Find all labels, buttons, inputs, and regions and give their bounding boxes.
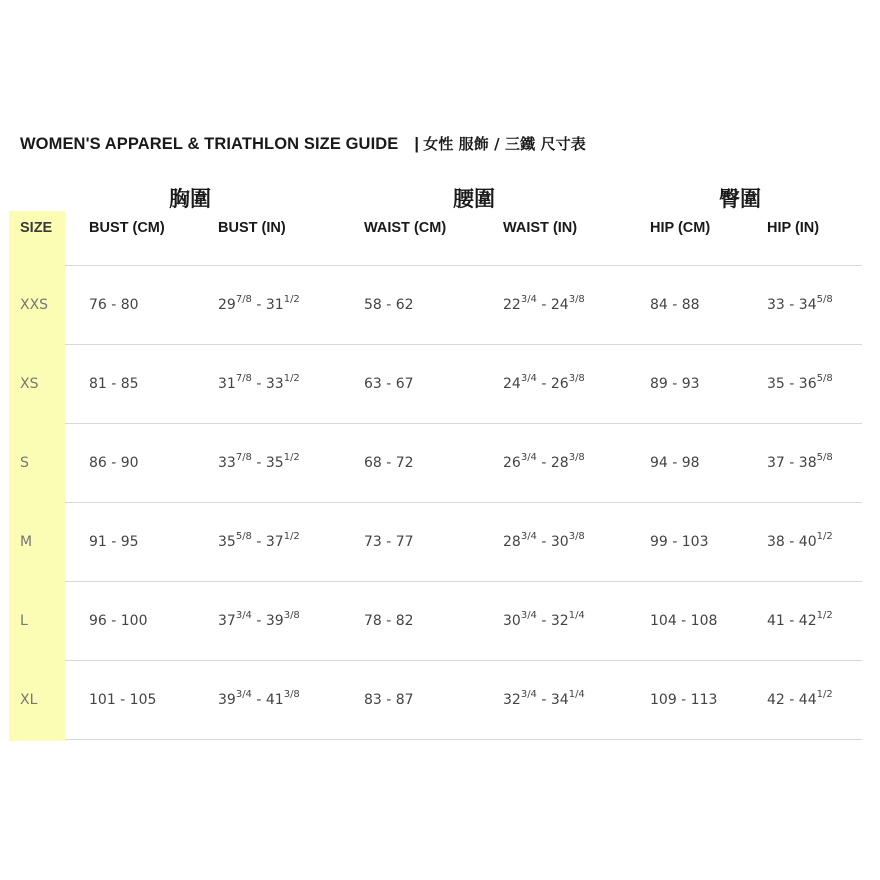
cell-hip-in xyxy=(767,266,833,345)
range-high-whole: 34 xyxy=(550,692,569,708)
cell-bust-in xyxy=(218,503,300,582)
range-dash: - xyxy=(536,692,551,708)
cell-waist-in xyxy=(503,582,585,661)
cell-hip-in xyxy=(767,503,833,582)
range-high-fraction: 1/2 xyxy=(283,373,300,385)
header-waist-in: WAIST (IN) xyxy=(503,220,578,236)
range-low-whole: 26 xyxy=(503,455,521,471)
range-dash: - xyxy=(251,455,266,471)
header-hip-cm: HIP (CM) xyxy=(650,220,711,236)
table-row xyxy=(0,582,880,661)
cell-hip-in xyxy=(767,582,833,661)
header-hip-in: HIP (IN) xyxy=(767,220,820,236)
range-high-whole: 37 xyxy=(265,534,284,550)
cell-size: XS xyxy=(20,376,39,392)
table-row xyxy=(0,424,880,503)
cell-hip-cm: 89 - 93 xyxy=(650,376,700,392)
cell-hip-cm: 84 - 88 xyxy=(650,297,700,313)
range-high-whole: 39 xyxy=(265,613,284,629)
cell-size: L xyxy=(20,613,28,629)
cell-waist-cm: 63 - 67 xyxy=(364,376,414,392)
range-dash: - xyxy=(536,297,551,313)
range-low-whole: 32 xyxy=(503,692,521,708)
cell-bust-cm: 101 - 105 xyxy=(89,692,157,708)
range-low-fraction: 5/8 xyxy=(235,531,252,543)
range-dash: - xyxy=(784,297,799,313)
range-high-fraction: 1/4 xyxy=(568,610,585,622)
cell-hip-in xyxy=(767,424,833,503)
range-high-whole: 40 xyxy=(798,534,817,550)
table-row xyxy=(0,661,880,740)
range-high-fraction: 5/8 xyxy=(816,373,833,385)
range-high-whole: 31 xyxy=(265,297,284,313)
cell-hip-cm: 109 - 113 xyxy=(650,692,718,708)
range-dash: - xyxy=(251,376,266,392)
range-dash: - xyxy=(536,455,551,471)
range-low-whole: 35 xyxy=(767,376,785,392)
range-low-fraction: 3/4 xyxy=(235,610,252,622)
range-low-whole: 33 xyxy=(218,455,236,471)
range-high-fraction: 3/8 xyxy=(568,531,585,543)
cell-waist-in xyxy=(503,345,585,424)
range-dash: - xyxy=(251,297,266,313)
range-dash: - xyxy=(251,692,266,708)
range-high-whole: 35 xyxy=(265,455,284,471)
range-low-whole: 39 xyxy=(218,692,236,708)
cell-hip-cm: 99 - 103 xyxy=(650,534,709,550)
range-low-whole: 37 xyxy=(218,613,236,629)
range-low-fraction: 3/4 xyxy=(520,531,537,543)
cell-bust-in xyxy=(218,582,300,661)
cell-bust-in xyxy=(218,424,300,503)
range-high-fraction: 1/2 xyxy=(283,294,300,306)
cell-hip-in xyxy=(767,345,833,424)
range-low-fraction: 3/4 xyxy=(520,373,537,385)
range-dash: - xyxy=(251,534,266,550)
group-label-hip: 臀圍 xyxy=(719,187,761,211)
range-high-whole: 26 xyxy=(550,376,569,392)
table-row xyxy=(0,503,880,582)
range-low-fraction: 3/4 xyxy=(520,452,537,464)
cell-waist-in xyxy=(503,266,585,345)
divider xyxy=(65,739,862,740)
cell-bust-in xyxy=(218,661,300,740)
range-high-fraction: 5/8 xyxy=(816,294,833,306)
range-high-whole: 30 xyxy=(550,534,569,550)
range-high-whole: 36 xyxy=(798,376,817,392)
cell-bust-cm: 76 - 80 xyxy=(89,297,139,313)
range-dash: - xyxy=(536,534,551,550)
group-label-waist: 腰圍 xyxy=(453,187,495,211)
group-label-bust: 胸圍 xyxy=(169,187,211,211)
header-size: SIZE xyxy=(20,220,53,236)
range-low-whole: 31 xyxy=(218,376,236,392)
cell-bust-cm: 96 - 100 xyxy=(89,613,148,629)
range-high-fraction: 1/2 xyxy=(816,689,833,701)
range-low-fraction: 7/8 xyxy=(235,452,252,464)
range-low-whole: 22 xyxy=(503,297,521,313)
cell-waist-cm: 83 - 87 xyxy=(364,692,414,708)
range-dash: - xyxy=(784,534,799,550)
cell-size: XXS xyxy=(20,297,49,313)
header-bust-in: BUST (IN) xyxy=(218,220,286,236)
range-high-fraction: 1/2 xyxy=(283,452,300,464)
range-low-whole: 30 xyxy=(503,613,521,629)
header-bust-cm: BUST (CM) xyxy=(89,220,165,236)
range-low-fraction: 3/4 xyxy=(235,689,252,701)
range-dash: - xyxy=(784,613,799,629)
cell-waist-in xyxy=(503,661,585,740)
range-high-whole: 24 xyxy=(550,297,569,313)
range-high-fraction: 3/8 xyxy=(283,689,300,701)
range-dash: - xyxy=(784,692,799,708)
cell-size: M xyxy=(20,534,33,550)
range-high-fraction: 3/8 xyxy=(568,373,585,385)
range-dash: - xyxy=(536,376,551,392)
range-high-whole: 41 xyxy=(265,692,284,708)
range-dash: - xyxy=(784,376,799,392)
range-low-whole: 35 xyxy=(218,534,236,550)
cell-waist-cm: 68 - 72 xyxy=(364,455,414,471)
range-dash: - xyxy=(536,613,551,629)
cell-waist-in xyxy=(503,503,585,582)
cell-waist-cm: 78 - 82 xyxy=(364,613,414,629)
range-low-fraction: 3/4 xyxy=(520,294,537,306)
range-high-fraction: 1/2 xyxy=(816,531,833,543)
range-high-whole: 33 xyxy=(265,376,284,392)
title-separator: | xyxy=(414,135,420,153)
range-high-whole: 42 xyxy=(798,613,817,629)
range-dash: - xyxy=(251,613,266,629)
range-high-fraction: 1/2 xyxy=(283,531,300,543)
range-low-whole: 33 xyxy=(767,297,785,313)
range-high-fraction: 3/8 xyxy=(568,452,585,464)
page-title xyxy=(20,133,586,155)
cell-bust-cm: 81 - 85 xyxy=(89,376,139,392)
range-low-whole: 42 xyxy=(767,692,785,708)
cell-bust-cm: 91 - 95 xyxy=(89,534,139,550)
range-low-fraction: 7/8 xyxy=(235,294,252,306)
range-high-whole: 34 xyxy=(798,297,817,313)
title-english: WOMEN'S APPAREL & TRIATHLON SIZE GUIDE xyxy=(20,135,399,153)
cell-size: XL xyxy=(20,692,38,708)
range-high-fraction: 1/2 xyxy=(816,610,833,622)
cell-hip-in xyxy=(767,661,833,740)
range-low-whole: 41 xyxy=(767,613,785,629)
range-high-fraction: 3/8 xyxy=(568,294,585,306)
title-chinese: 女性 服飾 / 三鐵 尺寸表 xyxy=(423,135,586,153)
header-waist-cm: WAIST (CM) xyxy=(364,220,447,236)
range-low-whole: 38 xyxy=(767,534,785,550)
cell-bust-in xyxy=(218,266,300,345)
range-low-whole: 28 xyxy=(503,534,521,550)
cell-waist-cm: 58 - 62 xyxy=(364,297,414,313)
range-low-fraction: 3/4 xyxy=(520,610,537,622)
range-dash: - xyxy=(784,455,799,471)
cell-bust-in xyxy=(218,345,300,424)
range-low-fraction: 3/4 xyxy=(520,689,537,701)
range-low-whole: 24 xyxy=(503,376,521,392)
range-high-whole: 44 xyxy=(798,692,817,708)
range-low-whole: 37 xyxy=(767,455,785,471)
range-low-whole: 29 xyxy=(218,297,236,313)
cell-waist-cm: 73 - 77 xyxy=(364,534,414,550)
range-high-fraction: 3/8 xyxy=(283,610,300,622)
table-row xyxy=(0,266,880,345)
cell-waist-in xyxy=(503,424,585,503)
cell-hip-cm: 104 - 108 xyxy=(650,613,718,629)
cell-bust-cm: 86 - 90 xyxy=(89,455,139,471)
cell-size: S xyxy=(20,455,29,471)
range-high-whole: 32 xyxy=(550,613,569,629)
range-high-whole: 38 xyxy=(798,455,817,471)
table-row xyxy=(0,345,880,424)
range-high-fraction: 5/8 xyxy=(816,452,833,464)
cell-hip-cm: 94 - 98 xyxy=(650,455,700,471)
range-low-fraction: 7/8 xyxy=(235,373,252,385)
range-high-whole: 28 xyxy=(550,455,569,471)
range-high-fraction: 1/4 xyxy=(568,689,585,701)
